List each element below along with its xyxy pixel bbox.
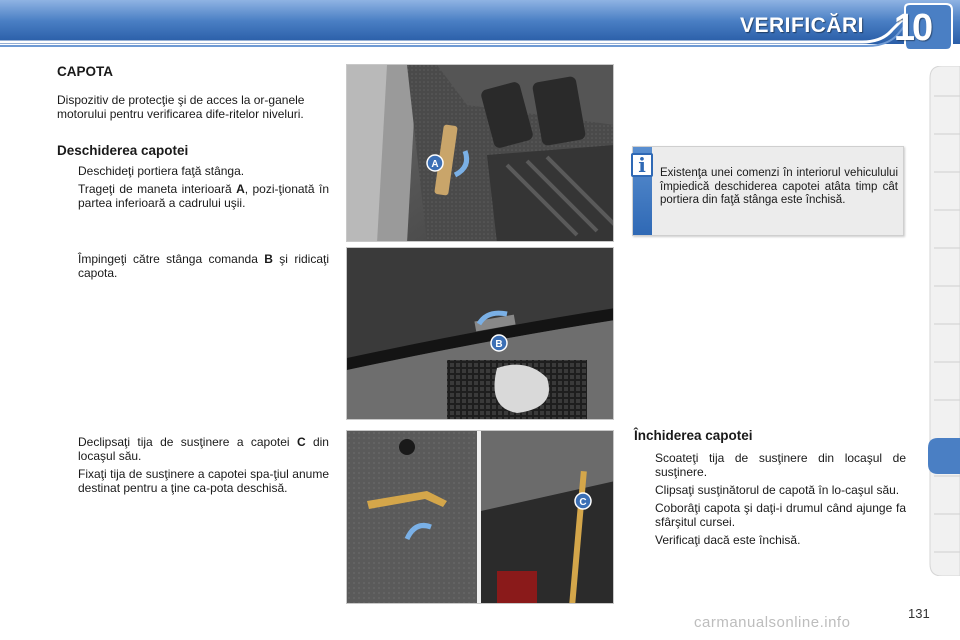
list-item: Declipsaţi tija de susţinere a capotei C din locaşul său.: [78, 435, 329, 463]
closing-steps: [634, 451, 906, 547]
push-step-block: [57, 246, 329, 284]
list-item: Coborâţi capota şi daţi-i drumul când ajunge fa sfârşitul cursei.: [655, 501, 906, 529]
callout-c-label: C: [579, 497, 587, 508]
section-title: CAPOTA: [57, 64, 113, 79]
list-item: Împingeţi către stânga comanda B şi ridicaţi capota.: [78, 252, 329, 280]
info-box: [632, 146, 904, 236]
chapter-title: VERIFICĂRI: [739, 14, 864, 37]
active-chapter-tab[interactable]: [928, 438, 960, 474]
info-text: Existenţa unei comenzi în interiorul vehiculului împiedică deschiderea capotei atâta timp cât portiera din faţă stânga este închisă.: [660, 167, 898, 206]
photo-hood-latch: [346, 247, 614, 420]
chapter-number: 10: [893, 7, 931, 49]
intro-paragraph: Dispozitiv de protecţie şi de acces la or-ganele motorului pentru verificarea dife-ritelor niveluri.: [57, 93, 305, 121]
list-item: Fixaţi tija de susţinere a capotei spa-ţiul anume destinat pentru a ţine ca-pota deschisă.: [78, 467, 329, 495]
hood-section: [57, 62, 329, 214]
callout-key: A: [236, 182, 245, 196]
chapter-header: [0, 0, 960, 58]
callout-key: B: [264, 252, 273, 266]
chapter-tab-strip: [928, 66, 960, 576]
list-item: Scoateţi tija de susţinere din locaşul de susţinere.: [655, 451, 906, 479]
info-icon: i: [631, 153, 653, 177]
closing-subtitle: Închiderea capotei: [634, 428, 753, 443]
list-item: Verificaţi dacă este închisă.: [655, 533, 801, 547]
callout-a-label: A: [431, 159, 439, 170]
list-item: Deschideţi portiera faţă stânga.: [78, 164, 245, 178]
opening-steps: [57, 164, 329, 210]
callout-b-label: B: [495, 339, 503, 350]
watermark: carmanualsonline.info: [694, 614, 851, 631]
list-item: Clipsaţi susţinătorul de capotă în lo-caşul său.: [655, 483, 900, 497]
photo-prop-rod: [346, 430, 614, 604]
closing-section: [634, 426, 906, 551]
prop-rod-steps: [57, 429, 329, 499]
opening-subtitle: Deschiderea capotei: [57, 143, 189, 158]
list-item: Trageţi de maneta interioară A, pozi-ţionată în partea inferioară a cadrului uşii.: [78, 182, 329, 210]
photo-interior-lever: [346, 64, 614, 242]
callout-key: C: [296, 435, 306, 449]
page-number: 131: [908, 606, 930, 621]
